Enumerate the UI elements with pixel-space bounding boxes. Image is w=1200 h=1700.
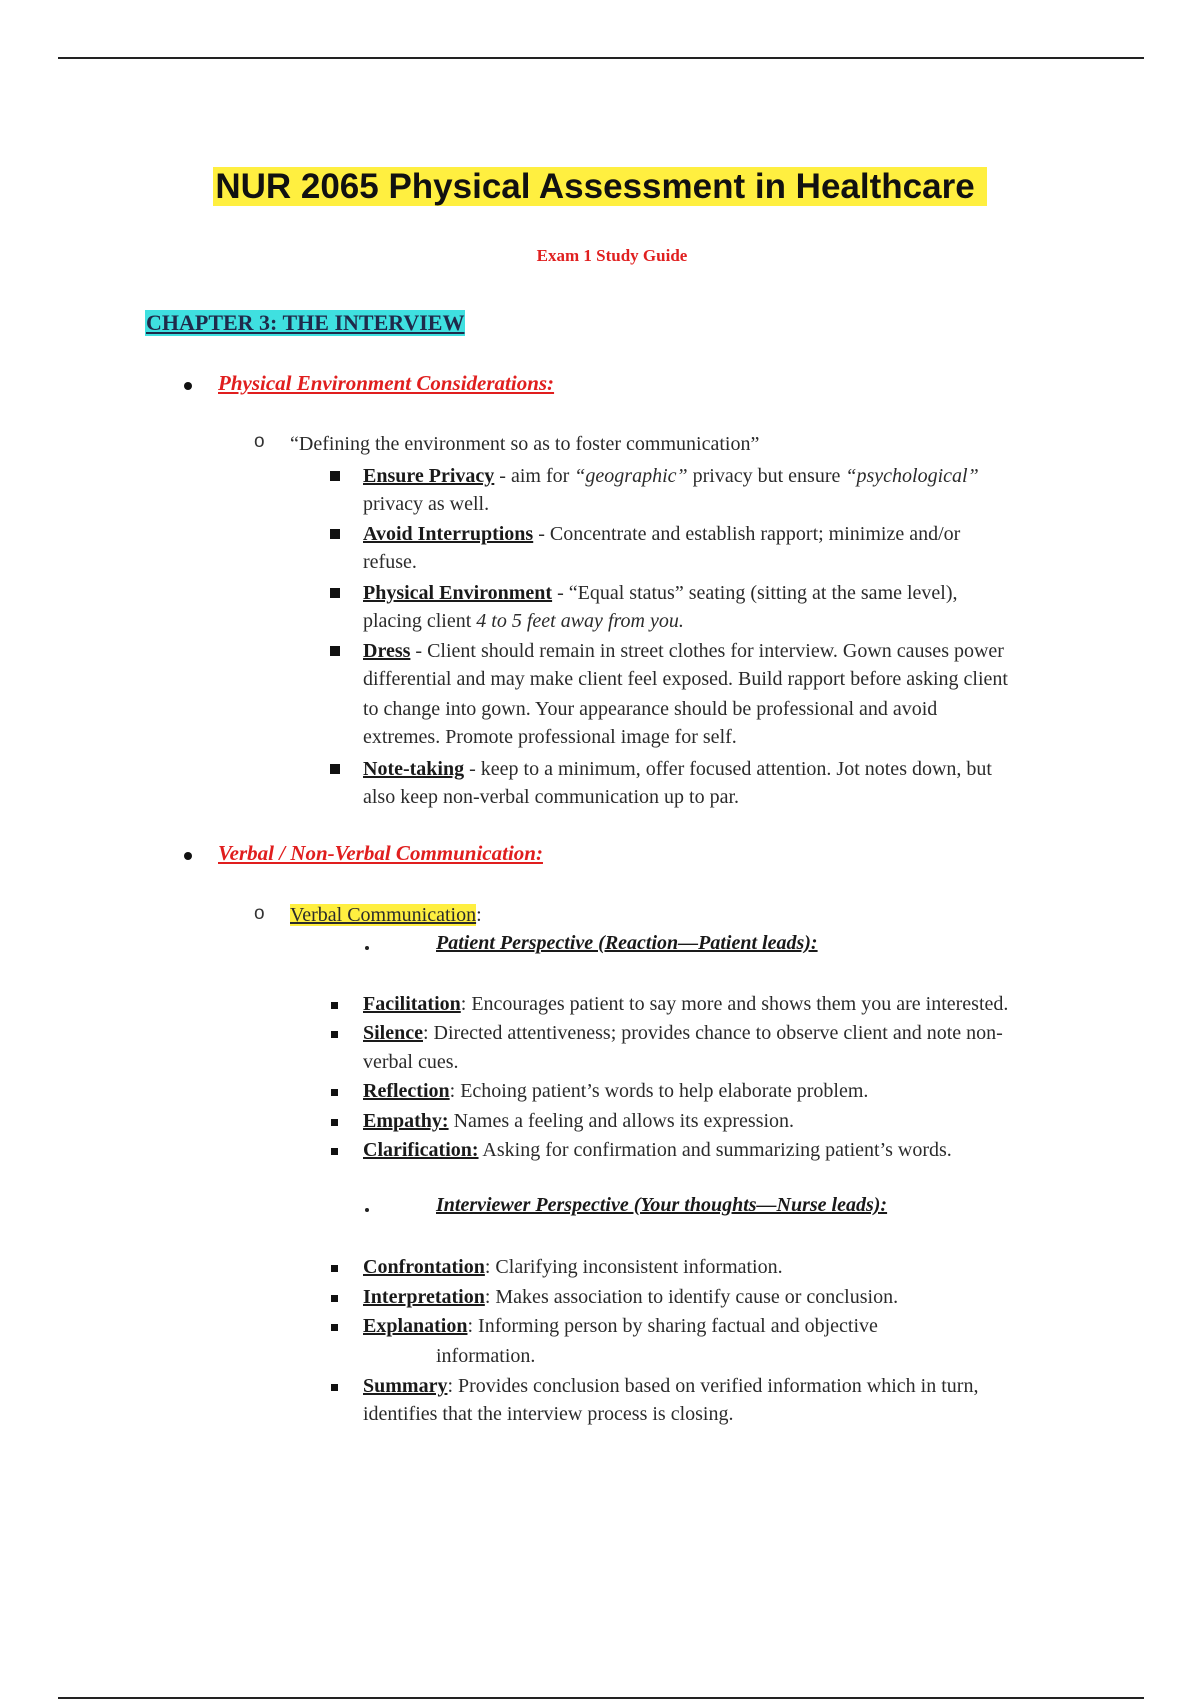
- list-item-continuation: placing client 4 to 5 feet away from you.: [363, 610, 684, 632]
- list-term: Note-taking: [363, 758, 465, 780]
- square-bullet-icon: [331, 1324, 338, 1331]
- square-bullet-icon: [331, 1295, 338, 1302]
- bullet-dot-icon: [184, 382, 192, 390]
- list-term: Interpretation: [363, 1286, 485, 1308]
- patient-perspective-heading: Patient Perspective (Reaction—Patient leads):: [436, 932, 818, 954]
- square-bullet-icon: [330, 471, 340, 481]
- list-item: Note-taking - keep to a minimum, offer focused attention. Jot notes down, but: [363, 758, 992, 780]
- bottom-rule: [58, 1697, 1144, 1699]
- square-bullet-icon: [330, 529, 340, 539]
- square-bullet-icon: [331, 1265, 338, 1272]
- section-heading-communication: Verbal / Non-Verbal Communication:: [218, 841, 543, 865]
- list-term: Summary: [363, 1375, 448, 1397]
- square-bullet-icon: [331, 1148, 338, 1155]
- list-item-continuation: refuse.: [363, 551, 417, 573]
- list-item-continuation: to change into gown. Your appearance should be professional and avoid: [363, 698, 938, 720]
- section-heading-physical-environment: Physical Environment Considerations:: [218, 371, 555, 395]
- list-item: Interpretation: Makes association to identify cause or conclusion.: [363, 1286, 899, 1308]
- list-item: Facilitation: Encourages patient to say more and shows them you are interested.: [363, 993, 1009, 1015]
- list-term: Silence: [363, 1022, 423, 1044]
- list-item: Physical Environment - “Equal status” seating (sitting at the same level),: [363, 582, 958, 604]
- list-item: Explanation: Informing person by sharing factual and objective: [363, 1315, 878, 1337]
- circle-bullet-icon: o: [254, 903, 265, 924]
- list-item-continuation: extremes. Promote professional image for self.: [363, 726, 737, 748]
- list-term: Clarification:: [363, 1139, 479, 1161]
- small-bullet-icon: [365, 946, 369, 950]
- list-item: Dress - Client should remain in street clothes for interview. Gown causes power: [363, 640, 1004, 662]
- list-item-continuation: verbal cues.: [363, 1051, 459, 1073]
- list-term: Empathy:: [363, 1110, 449, 1132]
- list-item: Reflection: Echoing patient’s words to help elaborate problem.: [363, 1080, 869, 1102]
- chapter-heading: CHAPTER 3: THE INTERVIEW: [146, 310, 465, 335]
- square-bullet-icon: [330, 764, 340, 774]
- list-term: Physical Environment: [363, 582, 553, 604]
- top-rule: [58, 57, 1144, 59]
- list-term: Dress: [363, 640, 411, 662]
- list-item-continuation: identifies that the interview process is closing.: [363, 1403, 734, 1425]
- list-term: Reflection: [363, 1080, 450, 1102]
- list-term: Explanation: [363, 1315, 468, 1337]
- list-term: Avoid Interruptions: [363, 523, 534, 545]
- verbal-communication-label: Verbal Communication:: [290, 904, 482, 926]
- square-bullet-icon: [331, 1384, 338, 1391]
- list-item-continuation: information.: [436, 1345, 536, 1367]
- square-bullet-icon: [331, 1002, 338, 1009]
- square-bullet-icon: [330, 646, 340, 656]
- square-bullet-icon: [331, 1119, 338, 1126]
- list-item: Ensure Privacy - aim for “geographic” privacy but ensure “psychological”: [363, 465, 979, 487]
- list-item: Silence: Directed attentiveness; provides chance to observe client and note non-: [363, 1022, 1003, 1044]
- list-item: Empathy: Names a feeling and allows its expression.: [363, 1110, 795, 1132]
- list-term: Facilitation: [363, 993, 461, 1015]
- square-bullet-icon: [331, 1089, 338, 1096]
- list-item-continuation: differential and may make client feel exposed. Build rapport before asking client: [363, 668, 1008, 690]
- small-bullet-icon: [365, 1208, 369, 1212]
- list-item: Clarification: Asking for confirmation and summarizing patient’s words.: [363, 1139, 952, 1161]
- circle-bullet-icon: o: [254, 431, 265, 452]
- list-item: Avoid Interruptions - Concentrate and establish rapport; minimize and/or: [363, 523, 961, 545]
- section-intro: “Defining the environment so as to foster communication”: [290, 433, 760, 455]
- interviewer-perspective-heading: Interviewer Perspective (Your thoughts—Nurse leads):: [436, 1194, 888, 1216]
- square-bullet-icon: [330, 588, 340, 598]
- bullet-dot-icon: [184, 852, 192, 860]
- document-title: NUR 2065 Physical Assessment in Healthcare: [0, 166, 1200, 208]
- document-subtitle: Exam 1 Study Guide: [536, 246, 688, 265]
- list-item-continuation: privacy as well.: [363, 493, 490, 515]
- list-term: Confrontation: [363, 1256, 485, 1278]
- list-item-continuation: also keep non-verbal communication up to par.: [363, 786, 740, 808]
- list-item: Summary: Provides conclusion based on verified information which in turn,: [363, 1375, 979, 1397]
- list-item: Confrontation: Clarifying inconsistent information.: [363, 1256, 783, 1278]
- list-term: Ensure Privacy: [363, 465, 495, 487]
- square-bullet-icon: [331, 1031, 338, 1038]
